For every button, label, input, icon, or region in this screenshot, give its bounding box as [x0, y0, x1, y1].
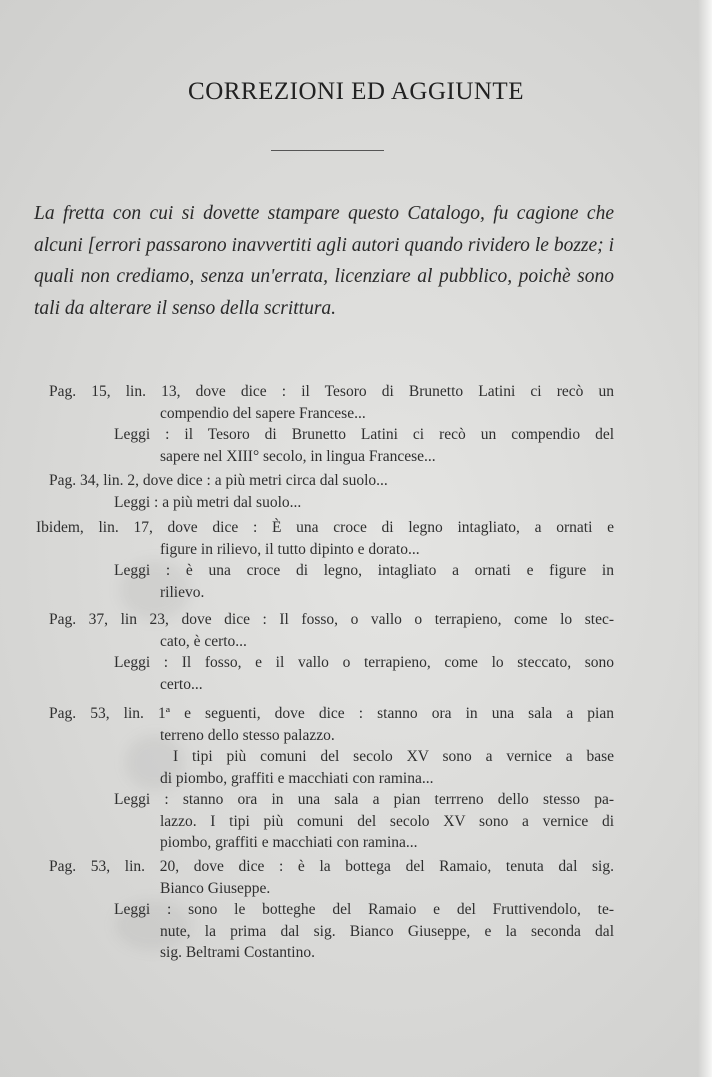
- entry-line: Leggi : è una croce di legno, intagliato a ornati e figure in: [114, 562, 614, 579]
- intro-paragraph: La fretta con cui si dovette stampare questo Catalogo, fu cagione che alcuni [errori passarono inavvertiti agli autori quando rividero le bozze; i quali non crediamo, senza un'errata, licenziare al pubblico, poichè sono tali da alterare il senso della scrittura.: [34, 203, 614, 319]
- errata-entry: [36, 470, 614, 513]
- errata-entry: [36, 703, 614, 854]
- errata-entry: [36, 856, 614, 964]
- entry-line: compendio del sapere Francese...: [160, 404, 366, 422]
- errata-entry: [36, 517, 614, 603]
- entry-line: terreno dello stesso palazzo.: [160, 726, 335, 744]
- entry-line: Leggi : stanno ora in una sala a pian terrreno dello stesso pa-: [114, 791, 614, 808]
- entry-line: Leggi : Il fosso, e il vallo o terrapieno, come lo steccato, sono: [114, 654, 614, 671]
- page-edge: [698, 0, 712, 1077]
- entry-line: piombo, graffiti e macchiati con ramina...: [160, 834, 418, 851]
- page-title: CORREZIONI ED AGGIUNTE: [188, 78, 524, 105]
- entry-line: rilievo.: [160, 583, 205, 601]
- entry-line: cato, è certo...: [160, 632, 247, 650]
- entry-line: Pag. 15, lin. 13, dove dice : il Tesoro di Brunetto Latini ci recò un: [49, 383, 614, 400]
- entry-line: I tipi più comuni del secolo XV sono a vernice a base: [173, 748, 614, 765]
- entry-line: figure in rilievo, il tutto dipinto e dorato...: [160, 540, 420, 558]
- entry-line: sig. Beltrami Costantino.: [160, 944, 315, 961]
- entry-line: Pag. 34, lin. 2, dove dice : a più metri circa dal suolo...: [49, 472, 388, 489]
- entry-line: sapere nel XIII° secolo, in lingua Francese...: [160, 447, 436, 465]
- entry-line: certo...: [160, 675, 203, 693]
- entry-line: Pag. 53, lin. 1ª e seguenti, dove dice : stanno ora in una sala a pian: [49, 705, 614, 722]
- entry-line: di piombo, graffiti e macchiati con ramina...: [160, 769, 434, 787]
- entry-line: Leggi : a più metri dal suolo...: [114, 493, 302, 511]
- entry-line: Bianco Giuseppe.: [160, 879, 271, 897]
- entry-line: Leggi : il Tesoro di Brunetto Latini ci recò un compendio del: [114, 426, 614, 443]
- entry-line: Pag. 37, lin 23, dove dice : Il fosso, o vallo o terrapieno, come lo stec-: [49, 611, 614, 628]
- entry-line: nute, la prima dal sig. Bianco Giuseppe, e la seconda dal: [160, 922, 614, 940]
- entry-line: Pag. 53, lin. 20, dove dice : è la bottega del Ramaio, tenuta dal sig.: [49, 858, 614, 875]
- errata-entry: [36, 381, 614, 467]
- title-divider: [271, 150, 384, 151]
- errata-entry: [36, 609, 614, 695]
- entry-line: Leggi : sono le botteghe del Ramaio e del Fruttivendolo, te-: [114, 901, 614, 918]
- entry-line: lazzo. I tipi più comuni del secolo XV sono a vernice di: [160, 812, 614, 830]
- entry-line: Ibidem, lin. 17, dove dice : È una croce di legno intagliato, a ornati e: [36, 519, 614, 536]
